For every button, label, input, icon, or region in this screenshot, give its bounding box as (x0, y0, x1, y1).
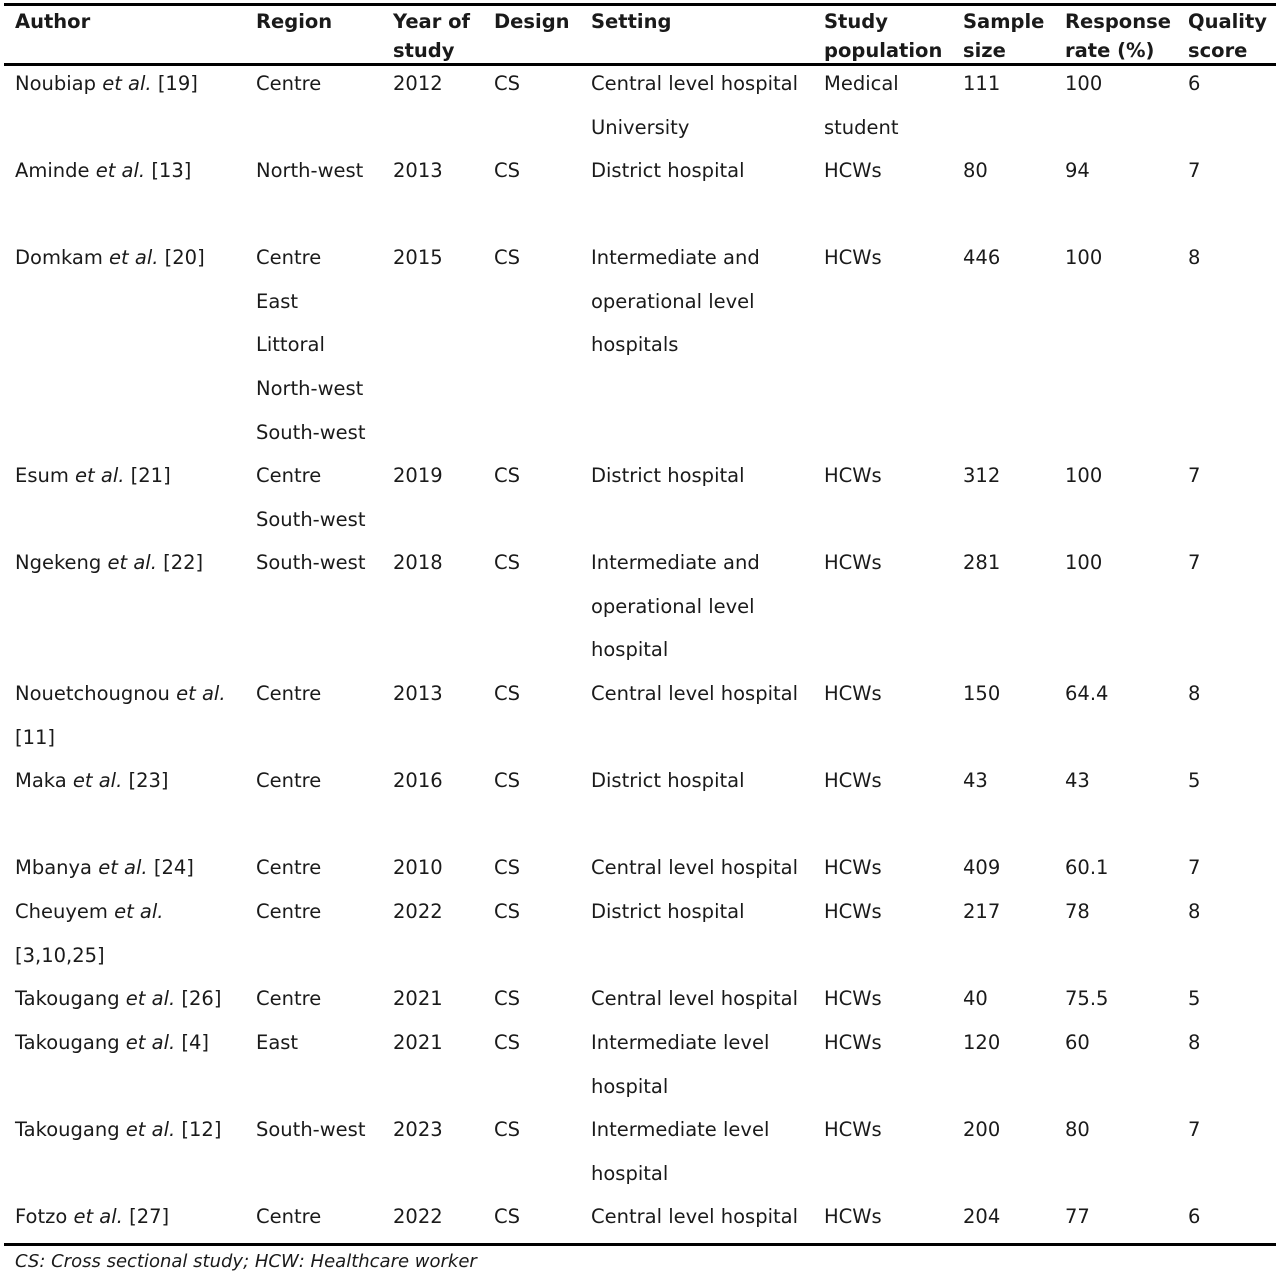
population-line: HCWs (824, 856, 882, 879)
population-line: HCWs (824, 900, 882, 923)
header-line: size (963, 39, 1006, 62)
cell-year: 2023 (393, 1118, 443, 1141)
setting-line: Intermediate and (591, 551, 760, 574)
author-name: Takougang (15, 987, 120, 1010)
cell-author (15, 846, 240, 890)
region-line: South-west (256, 507, 366, 531)
author-name: Noubiap (15, 72, 96, 95)
author-name: Takougang (15, 1118, 120, 1141)
cell-population (824, 1108, 882, 1152)
author-ref: [12] (181, 1118, 222, 1141)
cell-region (256, 541, 365, 585)
setting-line: Intermediate level (591, 1031, 770, 1054)
cell-setting (591, 672, 798, 716)
cell-region (256, 759, 321, 803)
setting-line: Central level hospital (591, 987, 799, 1010)
cell-population (824, 236, 882, 280)
author-etal: et al. (73, 1205, 123, 1228)
population-line: HCWs (824, 1118, 882, 1141)
population-line: HCWs (824, 987, 882, 1010)
setting-line: District hospital (591, 159, 745, 182)
author-ref: [19] (157, 72, 198, 95)
author-name: Takougang (15, 1031, 120, 1054)
cell-sample: 446 (963, 246, 1001, 269)
header-line: Year of (393, 10, 471, 33)
cell-design: CS (494, 551, 520, 574)
cell-response: 78 (1065, 900, 1090, 923)
header-line: Setting (591, 10, 672, 33)
cell-quality: 5 (1188, 987, 1201, 1010)
cell-response: 100 (1065, 551, 1103, 574)
setting-line: District hospital (591, 464, 745, 487)
cell-sample: 204 (963, 1205, 1001, 1228)
cell-year: 2021 (393, 987, 443, 1010)
region-line: Centre (256, 72, 322, 95)
cell-author (15, 1108, 240, 1152)
region-line: North-west (256, 377, 364, 401)
cell-author (15, 1021, 240, 1065)
cell-setting (591, 541, 760, 672)
cell-response: 60 (1065, 1031, 1090, 1054)
header-line: study (393, 39, 455, 62)
cell-year: 2016 (393, 769, 443, 792)
cell-setting (591, 149, 745, 193)
author-ref: [24] (153, 856, 194, 879)
header-line: population (824, 39, 943, 62)
cell-author (15, 1195, 240, 1239)
setting-line: District hospital (591, 900, 745, 923)
cell-year: 2021 (393, 1031, 443, 1054)
setting-line: District hospital (591, 769, 745, 792)
setting-line: Central level hospital (591, 72, 799, 95)
cell-sample: 40 (963, 987, 988, 1010)
cell-setting (591, 977, 798, 1021)
setting-line: Intermediate and (591, 246, 760, 269)
population-line: student (824, 115, 899, 139)
author-name: Aminde (15, 159, 90, 182)
cell-setting (591, 1108, 769, 1195)
header-line: Response (1065, 10, 1171, 33)
cell-quality: 5 (1188, 769, 1201, 792)
cell-design: CS (494, 900, 520, 923)
cell-region (256, 1195, 321, 1239)
setting-line: Central level hospital (591, 856, 799, 879)
region-line: Littoral (256, 333, 325, 357)
cell-quality: 7 (1188, 159, 1201, 182)
setting-line: hospitals (591, 333, 679, 357)
cell-author (15, 977, 240, 1021)
cell-population (824, 149, 882, 193)
cell-setting (591, 1195, 798, 1239)
author-etal: et al. (72, 769, 123, 792)
cell-sample: 80 (963, 159, 988, 182)
cell-setting (591, 454, 745, 498)
cell-region (256, 454, 365, 541)
region-line: Centre (256, 769, 322, 792)
cell-setting (591, 890, 745, 934)
setting-line: hospital (591, 638, 669, 662)
author-ref: [11] (15, 725, 56, 749)
author-etal: et al. (125, 1118, 176, 1141)
header-population (824, 7, 942, 65)
cell-region (256, 846, 321, 890)
cell-design: CS (494, 246, 520, 269)
region-line: Centre (256, 900, 322, 923)
header-author (15, 7, 90, 36)
author-etal: et al. (95, 159, 146, 182)
author-name: Cheuyem (15, 900, 108, 923)
cell-quality: 7 (1188, 856, 1201, 879)
cell-response: 100 (1065, 72, 1103, 95)
header-sample (963, 7, 1044, 65)
cell-author (15, 672, 240, 759)
header-line: Study (824, 10, 888, 33)
cell-population (824, 1021, 882, 1065)
author-name: Ngekeng (15, 551, 102, 574)
cell-sample: 217 (963, 900, 1001, 923)
header-line: rate (%) (1065, 39, 1155, 62)
cell-population (824, 977, 882, 1021)
cell-response: 60.1 (1065, 856, 1109, 879)
cell-response: 100 (1065, 464, 1103, 487)
cell-year: 2022 (393, 900, 443, 923)
author-etal: et al. (125, 1031, 176, 1054)
author-etal: et al. (98, 856, 148, 879)
cell-quality: 8 (1188, 246, 1201, 269)
header-line: Region (256, 10, 333, 33)
cell-sample: 281 (963, 551, 1001, 574)
header-design (494, 7, 570, 36)
cell-sample: 150 (963, 682, 1001, 705)
author-ref: [3,10,25] (15, 943, 105, 967)
population-line: HCWs (824, 769, 882, 792)
cell-year: 2022 (393, 1205, 443, 1228)
author-name: Fotzo (15, 1205, 68, 1228)
cell-quality: 6 (1188, 72, 1201, 95)
author-name: Mbanya (15, 856, 93, 879)
cell-quality: 7 (1188, 551, 1201, 574)
setting-line: hospital (591, 1074, 669, 1098)
region-line: South-west (256, 551, 366, 574)
region-line: Centre (256, 682, 322, 705)
author-ref: [20] (164, 246, 205, 269)
cell-quality: 8 (1188, 900, 1201, 923)
population-line: HCWs (824, 246, 882, 269)
cell-setting (591, 846, 798, 890)
population-line: HCWs (824, 464, 882, 487)
cell-response: 64.4 (1065, 682, 1109, 705)
header-setting (591, 7, 671, 36)
cell-year: 2013 (393, 159, 443, 182)
region-line: Centre (256, 987, 322, 1010)
author-ref: [26] (181, 987, 222, 1010)
cell-region (256, 62, 321, 106)
population-line: HCWs (824, 1031, 882, 1054)
header-line: Design (494, 10, 570, 33)
cell-sample: 120 (963, 1031, 1001, 1054)
cell-response: 94 (1065, 159, 1090, 182)
cell-population (824, 1195, 882, 1239)
header-region (256, 7, 332, 36)
cell-design: CS (494, 987, 520, 1010)
header-line: Author (15, 10, 91, 33)
author-name: Maka (15, 769, 67, 792)
setting-line: Intermediate level (591, 1118, 770, 1141)
cell-year: 2013 (393, 682, 443, 705)
cell-author (15, 759, 240, 803)
cell-response: 77 (1065, 1205, 1090, 1228)
cell-region (256, 1108, 365, 1152)
cell-response: 75.5 (1065, 987, 1109, 1010)
table-top-rule (4, 3, 1276, 6)
cell-response: 100 (1065, 246, 1103, 269)
author-ref: [22] (163, 551, 204, 574)
population-line: Medical (824, 72, 899, 95)
author-etal: et al. (176, 682, 226, 705)
cell-author (15, 236, 240, 280)
cell-population (824, 890, 882, 934)
setting-line: University (591, 115, 690, 139)
region-line: Centre (256, 246, 322, 269)
author-name: Nouetchougnou (15, 682, 170, 705)
cell-population (824, 541, 882, 585)
region-line: South-west (256, 420, 366, 444)
cell-year: 2010 (393, 856, 443, 879)
cell-region (256, 236, 365, 455)
setting-line: Central level hospital (591, 682, 799, 705)
region-line: North-west (256, 159, 364, 182)
author-ref: [4] (181, 1031, 210, 1054)
cell-quality: 7 (1188, 464, 1201, 487)
cell-region (256, 672, 321, 716)
author-ref: [27] (129, 1205, 170, 1228)
cell-design: CS (494, 1031, 520, 1054)
cell-response: 43 (1065, 769, 1090, 792)
setting-line: operational level (591, 289, 755, 313)
cell-year: 2012 (393, 72, 443, 95)
population-line: HCWs (824, 159, 882, 182)
cell-region (256, 149, 363, 193)
table-bottom-rule (4, 1243, 1276, 1246)
author-name: Domkam (15, 246, 103, 269)
cell-setting (591, 759, 745, 803)
cell-design: CS (494, 856, 520, 879)
cell-sample: 111 (963, 72, 1001, 95)
region-line: Centre (256, 464, 322, 487)
cell-region (256, 977, 321, 1021)
cell-design: CS (494, 769, 520, 792)
cell-author (15, 149, 240, 193)
cell-author (15, 890, 240, 977)
cell-author (15, 541, 240, 585)
cell-setting (591, 236, 760, 367)
setting-line: Central level hospital (591, 1205, 799, 1228)
region-line: Centre (256, 1205, 322, 1228)
header-quality (1188, 7, 1267, 65)
cell-design: CS (494, 464, 520, 487)
cell-sample: 43 (963, 769, 988, 792)
cell-population (824, 454, 882, 498)
author-etal: et al. (107, 551, 157, 574)
cell-author (15, 454, 240, 498)
author-etal: et al. (109, 246, 159, 269)
cell-setting (591, 1021, 769, 1108)
region-line: East (256, 289, 299, 313)
author-ref: [21] (130, 464, 171, 487)
cell-setting (591, 62, 798, 149)
cell-year: 2018 (393, 551, 443, 574)
cell-population (824, 62, 899, 149)
cell-region (256, 1021, 298, 1065)
cell-response: 80 (1065, 1118, 1090, 1141)
cell-year: 2015 (393, 246, 443, 269)
region-line: Centre (256, 856, 322, 879)
cell-population (824, 846, 882, 890)
cell-population (824, 759, 882, 803)
population-line: HCWs (824, 682, 882, 705)
cell-year: 2019 (393, 464, 443, 487)
setting-line: hospital (591, 1161, 669, 1185)
cell-quality: 7 (1188, 1118, 1201, 1141)
cell-design: CS (494, 1118, 520, 1141)
author-etal: et al. (114, 900, 164, 923)
cell-design: CS (494, 1205, 520, 1228)
region-line: South-west (256, 1118, 366, 1141)
cell-design: CS (494, 682, 520, 705)
population-line: HCWs (824, 551, 882, 574)
cell-author (15, 62, 240, 106)
cell-design: CS (494, 72, 520, 95)
setting-line: operational level (591, 594, 755, 618)
cell-population (824, 672, 882, 716)
cell-region (256, 890, 321, 934)
region-line: East (256, 1031, 299, 1054)
author-name: Esum (15, 464, 69, 487)
cell-design: CS (494, 159, 520, 182)
author-ref: [23] (128, 769, 169, 792)
author-ref: [13] (151, 159, 192, 182)
author-etal: et al. (125, 987, 176, 1010)
cell-quality: 8 (1188, 1031, 1201, 1054)
header-line: Sample (963, 10, 1045, 33)
author-etal: et al. (102, 72, 152, 95)
cell-quality: 8 (1188, 682, 1201, 705)
cell-quality: 6 (1188, 1205, 1201, 1228)
table-footnote: CS: Cross sectional study; HCW: Healthcare worker (15, 1251, 477, 1272)
cell-sample: 409 (963, 856, 1001, 879)
header-year (393, 7, 470, 65)
population-line: HCWs (824, 1205, 882, 1228)
cell-sample: 312 (963, 464, 1001, 487)
header-line: Quality (1188, 10, 1268, 33)
header-response (1065, 7, 1171, 65)
header-line: score (1188, 39, 1248, 62)
author-etal: et al. (75, 464, 125, 487)
cell-sample: 200 (963, 1118, 1001, 1141)
